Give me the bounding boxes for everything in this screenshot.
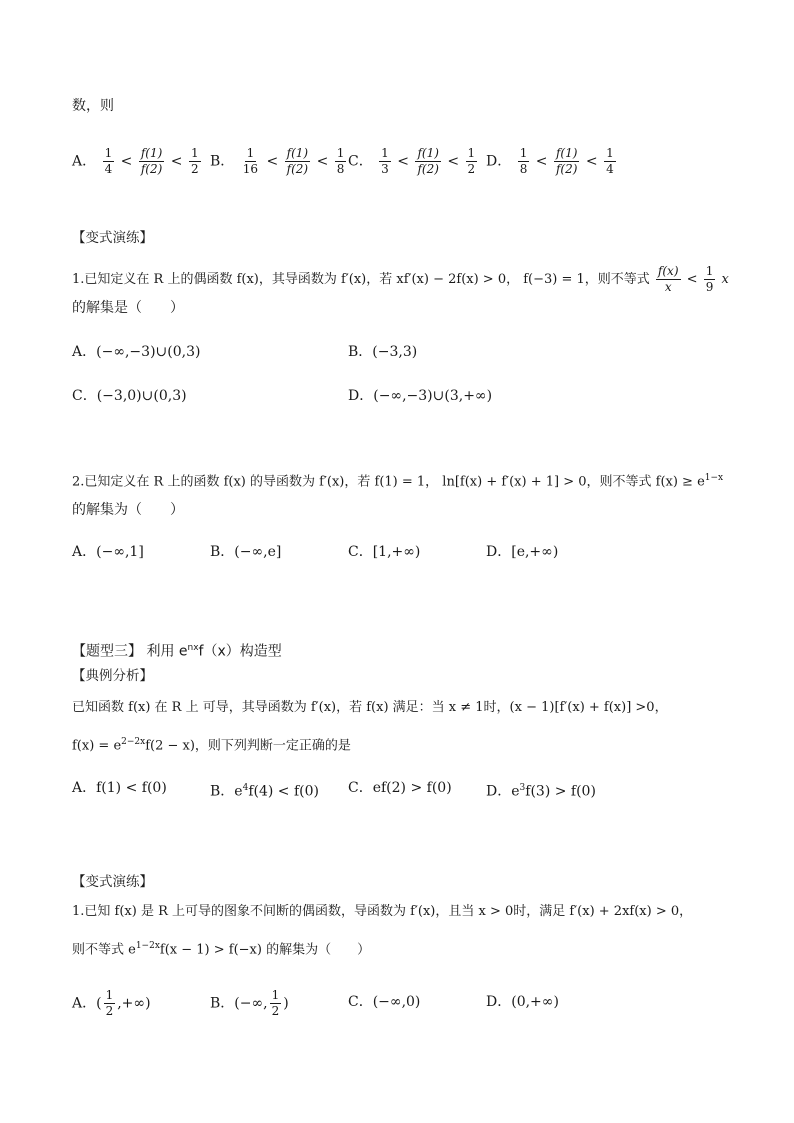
fraction: [554, 146, 579, 177]
option-label: C．: [348, 994, 373, 1010]
fraction-num: 1: [705, 264, 714, 278]
fraction: [466, 146, 478, 177]
question-text: 1.已知 f(x) 是 R 上可导的图象不间断的偶函数，导函数为 f′(x)，且当 x > 0时，满足 f′(x) + 2xf(x) > 0，: [72, 904, 693, 919]
option-label: C．: [72, 388, 97, 404]
fraction-den: f(2): [140, 162, 163, 176]
section-title-tail: f（x）构造型: [198, 643, 282, 660]
question-text-continued: 的解集是（ ）: [72, 300, 184, 316]
option-b: [348, 342, 417, 362]
fraction-den: f(2): [555, 162, 578, 176]
fraction-num: 1: [246, 146, 255, 160]
fraction-num: 1: [271, 988, 280, 1002]
option-label: D．: [486, 994, 512, 1010]
fraction: [604, 146, 616, 177]
fraction-den: 2: [190, 162, 199, 176]
option-label: D．: [486, 153, 512, 170]
option-d: [486, 542, 558, 562]
fraction-den: f(2): [286, 162, 309, 176]
question-text: [72, 468, 723, 492]
option-label: B．: [210, 153, 235, 170]
formula-part: f(x − 1) > f(−x) 的解集为（ ）: [159, 942, 371, 958]
option-label: A．: [72, 344, 97, 360]
fraction-num: 1: [336, 146, 345, 160]
relation: <: [266, 153, 279, 170]
option-d: [486, 778, 596, 802]
fraction-den: 3: [381, 162, 389, 176]
fraction-num: 1: [519, 146, 528, 160]
fraction: [704, 264, 716, 295]
fraction-den: 2: [271, 1004, 280, 1018]
relation: <: [316, 153, 329, 170]
option-d: [486, 146, 618, 177]
option-label: A．: [72, 153, 97, 170]
option-label: D．: [348, 388, 374, 404]
relation: <: [686, 272, 698, 287]
relation: <: [397, 153, 409, 170]
option-label: C．: [348, 153, 373, 170]
fraction: [518, 146, 530, 177]
option-c: [348, 992, 420, 1012]
question-text-continued: [72, 936, 370, 960]
option-text: [1,+∞): [372, 544, 421, 560]
formula-part: f(x) = e: [72, 738, 122, 754]
option-text: f(3) > f(0): [525, 783, 596, 800]
option-text: (−3,0)∪(0,3): [96, 388, 187, 404]
fraction-den: 2: [467, 162, 476, 176]
option-text: f(1) < f(0): [96, 780, 167, 796]
fraction-den: x: [664, 280, 672, 294]
option-label: B．: [210, 783, 235, 800]
option-text: (0,+∞): [511, 994, 559, 1010]
option-text: e: [234, 783, 243, 800]
option-text: e: [511, 783, 520, 800]
option-text: (−∞,e]: [234, 544, 282, 560]
fraction-num: f(1): [417, 146, 439, 160]
option-label: C．: [348, 544, 373, 560]
fraction-den: 4: [606, 162, 614, 176]
option-a: [72, 342, 200, 362]
exponent: 2−2x: [121, 737, 146, 747]
option-a: [72, 542, 144, 562]
option-c: [348, 778, 452, 798]
option-a: [72, 988, 151, 1019]
fraction-num: f(1): [555, 146, 578, 160]
exponent: 3: [519, 783, 526, 793]
fraction-num: 1: [467, 146, 476, 160]
exponent: 1−x: [704, 473, 724, 483]
option-b: [210, 542, 281, 562]
fraction-den: 8: [336, 162, 345, 176]
option-label: B．: [210, 544, 235, 560]
option-a: [72, 778, 167, 798]
question-stem: 1.已知定义在 R 上的偶函数 f(x)，其导函数为 f′(x)，若 xf′(x) − 2f(x) > 0， f(−3) = 1，则不等式: [72, 272, 650, 287]
intro-text: 数，则: [72, 98, 114, 114]
option-text: ): [283, 995, 289, 1012]
option-label: A．: [72, 544, 97, 560]
exponent: nx: [187, 643, 199, 653]
fraction-num: 1: [104, 146, 113, 160]
exponent: 1−2x: [135, 941, 160, 951]
option-a: [72, 146, 203, 177]
fraction: [189, 146, 201, 177]
exponent: 4: [242, 783, 249, 793]
fraction-num: f(x): [657, 264, 679, 278]
formula-part: 则不等式 e: [72, 942, 136, 958]
question-stem: 2.已知定义在 R 上的函数 f(x) 的导函数为 f′(x)，若 f(1) = 1， ln[f(x) + f′(x) + 1] > 0，则不等式 f(x) ≥ e: [72, 474, 705, 490]
option-text: (−∞,−3)∪(0,3): [96, 344, 201, 360]
fraction-den: 8: [519, 162, 528, 176]
question-text-continued: 的解集为（ ）: [72, 502, 184, 518]
option-label: C．: [348, 780, 373, 796]
option-text: f(4) < f(0): [248, 783, 319, 800]
option-label: B．: [210, 995, 235, 1012]
fraction: [104, 988, 116, 1019]
option-text: (−∞,0): [372, 994, 421, 1010]
option-b: [210, 988, 289, 1019]
option-text: [e,+∞): [511, 544, 559, 560]
fraction-den: 2: [105, 1004, 114, 1018]
question-text: [72, 264, 729, 295]
option-b: [210, 778, 319, 802]
option-b: [210, 146, 348, 177]
relation: <: [170, 153, 183, 170]
option-text: (−3,3): [372, 344, 418, 360]
option-text: (: [96, 995, 102, 1012]
section-title-text: 【题型三】 利用 e: [72, 643, 188, 660]
option-text: (−∞,−3)∪(3,+∞): [373, 388, 493, 404]
fraction: [415, 146, 440, 177]
variable: x: [721, 272, 729, 287]
section-heading: 【变式演练】: [72, 230, 153, 246]
option-c: [348, 542, 420, 562]
fraction: [270, 988, 282, 1019]
option-d: [348, 386, 492, 406]
option-text: (−∞,1]: [96, 544, 144, 560]
option-label: D．: [486, 783, 512, 800]
option-text: (−∞,: [234, 995, 268, 1012]
section-subheading: 【典例分析】: [72, 668, 153, 684]
fraction: [335, 146, 347, 177]
option-text: ,+∞): [117, 995, 151, 1012]
option-label: A．: [72, 995, 97, 1012]
option-label: D．: [486, 544, 512, 560]
question-text: 已知函数 f(x) 在 R 上 可导，其导函数为 f′(x)，若 f(x) 满足：当 x ≠ 1时，(x − 1)[f′(x) + f(x)] >0，: [72, 700, 668, 715]
relation: <: [120, 153, 133, 170]
option-c: [72, 386, 187, 406]
option-label: B．: [348, 344, 373, 360]
option-label: A．: [72, 780, 97, 796]
fraction: [656, 264, 681, 295]
section-heading: 【变式演练】: [72, 874, 153, 890]
formula-part: f(2 − x)，则下列判断一定正确的是: [145, 738, 351, 754]
relation: <: [585, 153, 598, 170]
fraction: [103, 146, 115, 177]
fraction-den: 4: [104, 162, 113, 176]
fraction-num: 1: [105, 988, 114, 1002]
fraction: [379, 146, 391, 177]
fraction: [241, 146, 260, 177]
fraction: [285, 146, 310, 177]
option-d: [486, 992, 559, 1012]
fraction-num: f(1): [286, 146, 309, 160]
option-c: [348, 146, 479, 177]
question-text-continued: [72, 732, 351, 756]
option-text: ef(2) > f(0): [372, 780, 452, 796]
relation: <: [535, 153, 548, 170]
fraction-den: 9: [705, 280, 714, 294]
fraction-num: f(1): [140, 146, 163, 160]
fraction-num: 1: [381, 146, 389, 160]
section-title: [72, 638, 282, 662]
fraction: [139, 146, 164, 177]
fraction-den: 16: [242, 162, 259, 176]
relation: <: [447, 153, 460, 170]
fraction-num: 1: [606, 146, 614, 160]
fraction-num: 1: [190, 146, 199, 160]
fraction-den: f(2): [417, 162, 439, 176]
